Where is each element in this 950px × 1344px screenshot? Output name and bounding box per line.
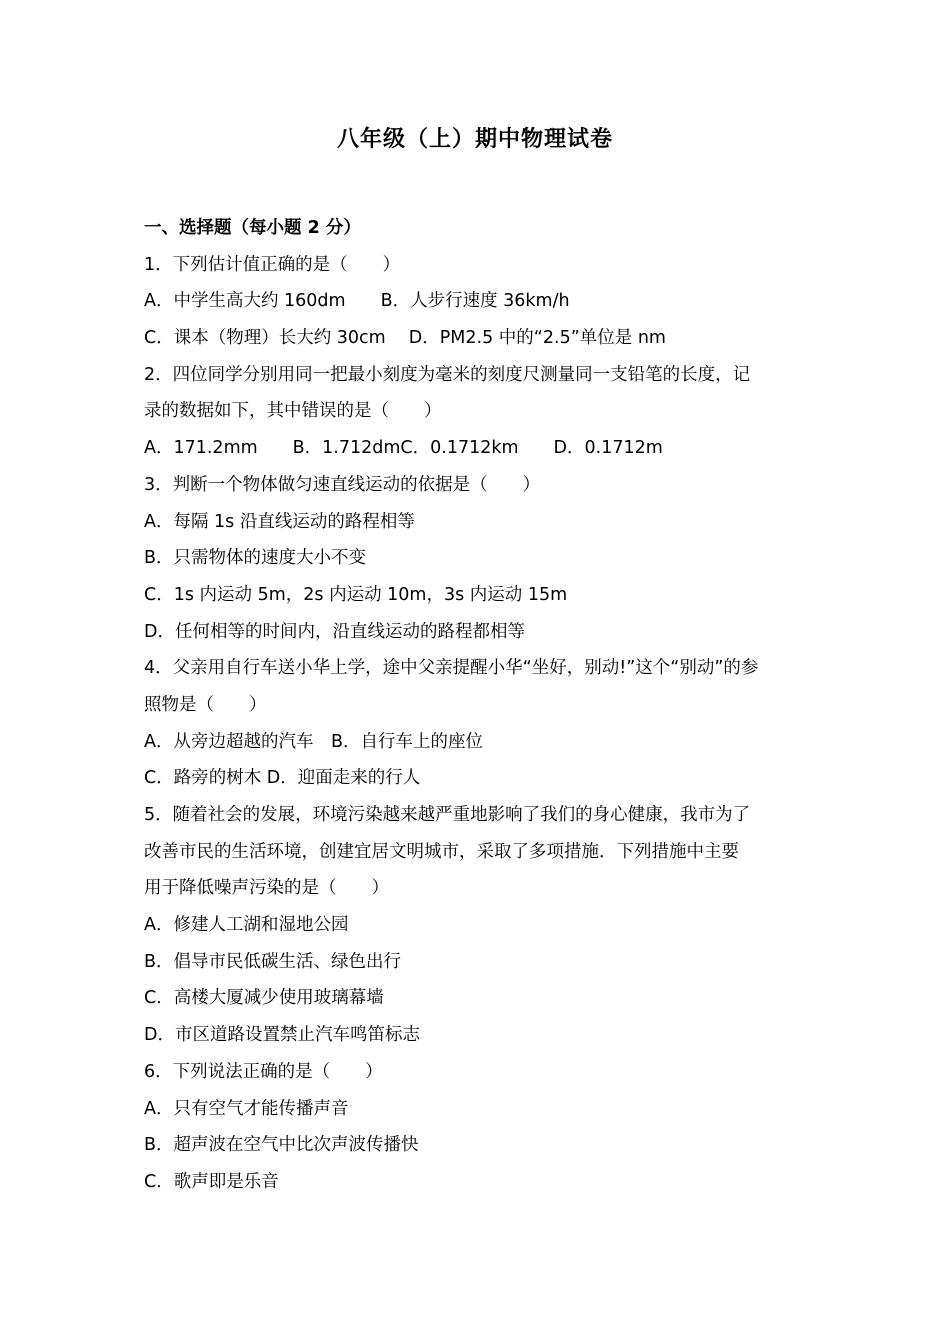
- question-6-option-c: C．歌声即是乐音: [144, 1171, 279, 1192]
- question-1-stem: 1．下列估计值正确的是（ ）: [144, 254, 401, 275]
- question-3-option-a: A．每隔 1s 沿直线运动的路程相等: [144, 511, 415, 532]
- question-3-option-b: B．只需物体的速度大小不变: [144, 548, 367, 569]
- question-5-option-a: A．修建人工湖和湿地公园: [144, 915, 349, 936]
- question-2-stem-line2: 录的数据如下，其中错误的是（ ）: [144, 401, 442, 422]
- question-1-options-ab: A．中学生高大约 160dm B．人步行速度 36km/h: [144, 291, 570, 312]
- question-5-option-b: B．倡导市民低碳生活、绿色出行: [144, 951, 402, 972]
- page-title: 八年级（上）期中物理试卷: [336, 127, 613, 152]
- question-5-stem-line3: 用于降低噪声污染的是（ ）: [144, 878, 389, 899]
- question-3-option-d: D．任何相等的时间内，沿直线运动的路程都相等: [144, 621, 525, 642]
- exam-content: [144, 214, 810, 1205]
- question-6-option-a: A．只有空气才能传播声音: [144, 1098, 349, 1119]
- question-4-options-cd: C．路旁的树木 D．迎面走来的行人: [144, 768, 421, 789]
- question-4-stem-line2: 照物是（ ）: [144, 694, 267, 715]
- question-3-option-c: C．1s 内运动 5m，2s 内运动 10m，3s 内运动 15m: [144, 584, 568, 605]
- question-4-stem-line1: 4．父亲用自行车送小华上学，途中父亲提醒小华“坐好，别动!”这个“别动”的参: [144, 658, 759, 679]
- question-3-stem: 3．判断一个物体做匀速直线运动的依据是（ ）: [144, 474, 541, 495]
- question-1-options-cd: C．课本（物理）长大约 30cm D．PM2.5 中的“2.5”单位是 nm: [144, 328, 666, 349]
- section-heading: 一、选择题（每小题 2 分）: [144, 218, 361, 238]
- question-5-option-d: D．市区道路设置禁止汽车鸣笛标志: [144, 1025, 420, 1046]
- question-6-stem: 6．下列说法正确的是（ ）: [144, 1061, 383, 1082]
- question-5-stem-line2: 改善市民的生活环境，创建宜居文明城市，采取了多项措施．下列措施中主要: [144, 841, 739, 862]
- question-4-options-ab: A．从旁边超越的汽车 B．自行车上的座位: [144, 731, 483, 752]
- question-5-option-c: C．高楼大厦减少使用玻璃幕墙: [144, 988, 384, 1009]
- question-6-option-b: B．超声波在空气中比次声波传播快: [144, 1135, 419, 1156]
- question-5-stem-line1: 5．随着社会的发展，环境污染越来越严重地影响了我们的身心健康，我市为了: [144, 805, 751, 825]
- question-2-options: A．171.2mm B．1.712dmC．0.1712km D．0.1712m: [144, 438, 663, 459]
- question-2-stem-line1: 2．四位同学分别用同一把最小刻度为毫米的刻度尺测量同一支铅笔的长度，记: [144, 364, 751, 385]
